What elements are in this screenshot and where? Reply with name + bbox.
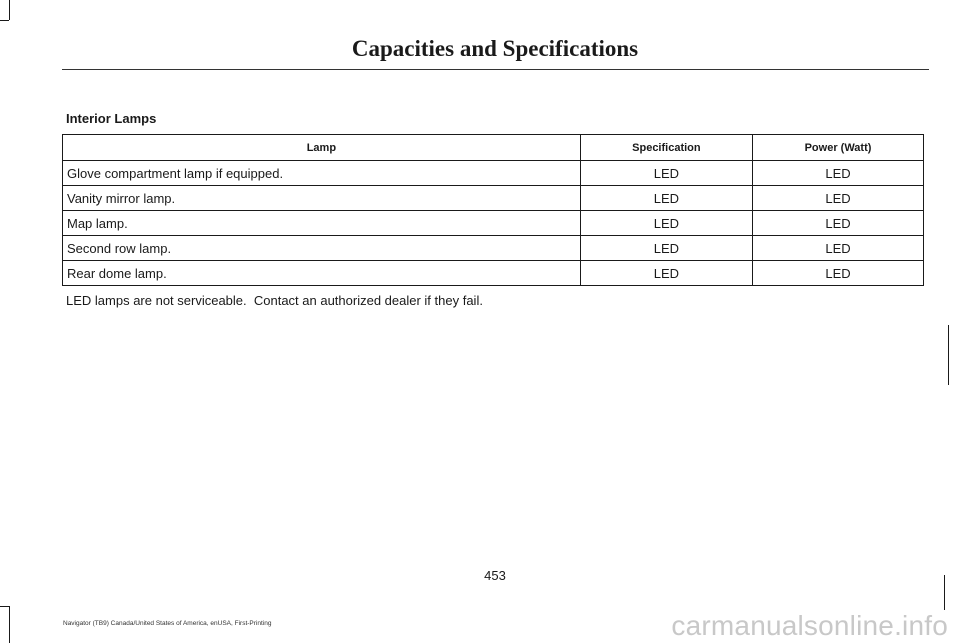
header-power: Power (Watt) <box>753 135 924 161</box>
specification-cell: LED <box>580 236 752 261</box>
header-lamp: Lamp <box>63 135 581 161</box>
page-number: 453 <box>484 568 506 583</box>
lamp-cell: Map lamp. <box>63 211 581 236</box>
footer-edition: Navigator (TB9) Canada/United States of America, enUSA, First-Printing <box>63 620 272 627</box>
table-row <box>63 236 924 261</box>
watermark: carmanualsonline.info <box>671 610 948 641</box>
specification-cell: LED <box>580 261 752 286</box>
crop-mark-bottom-left-horizontal <box>0 606 9 607</box>
specification-cell: LED <box>580 161 752 186</box>
table-row <box>63 211 924 236</box>
crop-mark-bottom-left-vertical <box>9 606 10 643</box>
table-row <box>63 186 924 211</box>
lamp-cell: Rear dome lamp. <box>63 261 581 286</box>
lamp-cell: Second row lamp. <box>63 236 581 261</box>
section-heading: Interior Lamps <box>66 111 157 126</box>
header-specification: Specification <box>580 135 752 161</box>
power-cell: LED <box>753 236 924 261</box>
lamp-cell: Glove compartment lamp if equipped. <box>63 161 581 186</box>
table-header-row <box>63 135 924 161</box>
interior-lamps-table <box>62 134 924 286</box>
specification-cell: LED <box>580 211 752 236</box>
page-title: Capacities and Specifications <box>351 36 639 61</box>
crop-mark-top-left-vertical <box>9 0 10 20</box>
title-divider <box>62 69 929 70</box>
table-row <box>63 261 924 286</box>
power-cell: LED <box>753 211 924 236</box>
crop-mark-top-right-vertical <box>948 325 949 385</box>
lamp-cell: Vanity mirror lamp. <box>63 186 581 211</box>
table-row <box>63 161 924 186</box>
power-cell: LED <box>753 161 924 186</box>
power-cell: LED <box>753 261 924 286</box>
power-cell: LED <box>753 186 924 211</box>
crop-mark-top-left-horizontal <box>0 20 9 21</box>
service-note: LED lamps are not serviceable. Contact an authorized dealer if they fail. <box>66 293 483 308</box>
specification-cell: LED <box>580 186 752 211</box>
